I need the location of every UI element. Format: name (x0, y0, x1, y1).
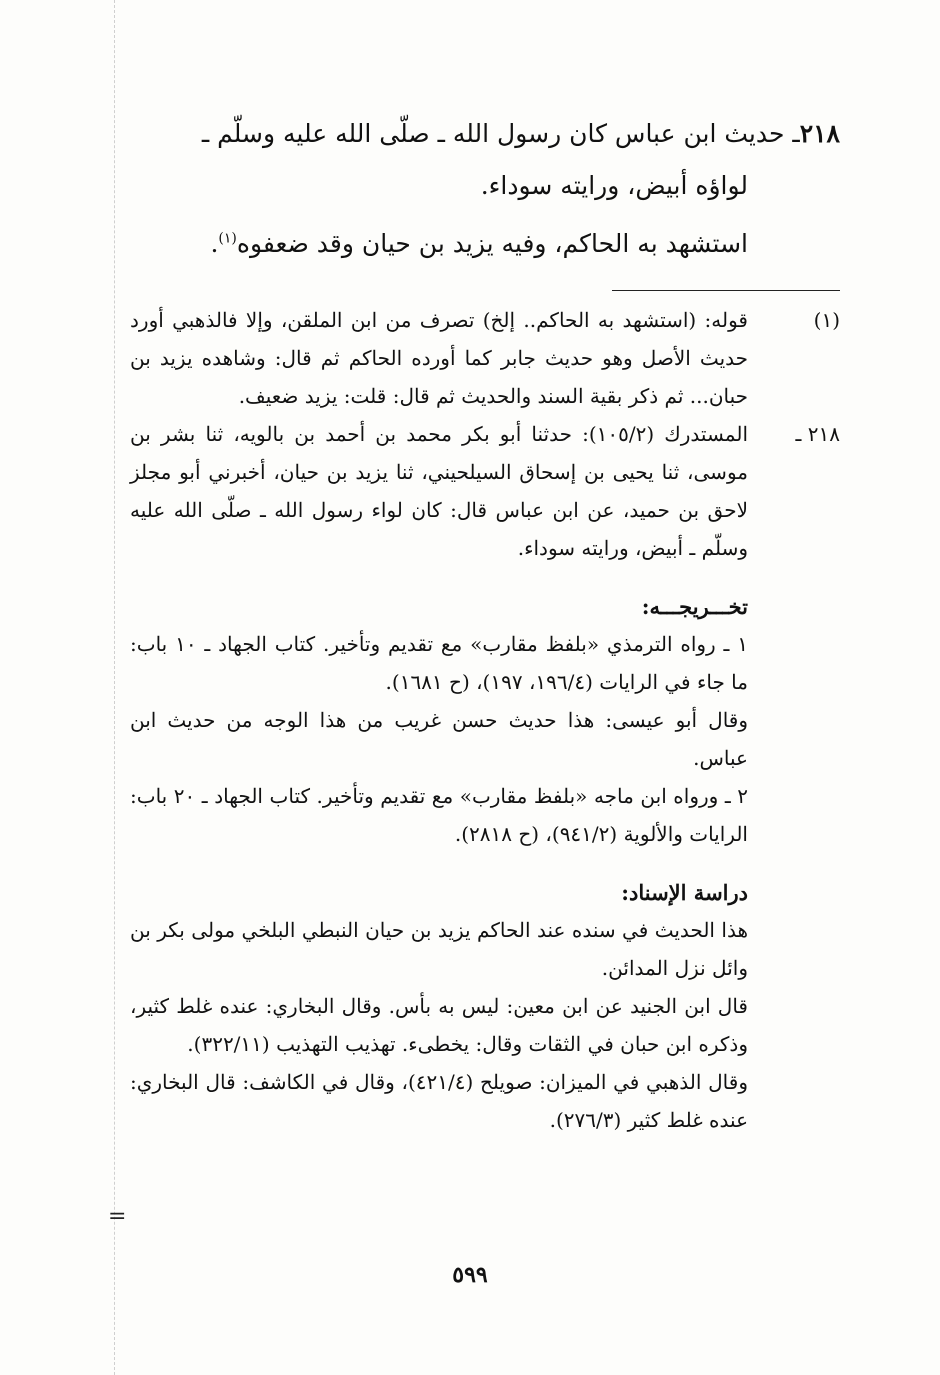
footnote-1-label: (١) (813, 308, 840, 332)
footnote-2 (130, 415, 840, 567)
hadith-text-line1: ـ حديث ابن عباس كان رسول الله ـ صلّى الله عليه وسلّم ـ (201, 119, 800, 148)
comment-text: استشهد به الحاكم، وفيه يزيد بن حيان وقد ضعفوه (236, 229, 748, 258)
takhrij-paragraph-1: ١ ـ رواه الترمذي «بلفظ مقارب» مع تقديم وتأخير. كتاب الجهاد ـ ١٠ باب: ما جاء في الرايات (١٩٦/٤، ١٩٧)، (ح ١٦٨١). (130, 632, 748, 694)
footnote-2-text: المستدرك (١٠٥/٢): حدثنا أبو بكر محمد بن أحمد بن بالويه، ثنا بشر بن موسى، ثنا يحيى بن إسحاق السيلحيني، ثنا يزيد بن حيان، أخبرني أبو مجلز لاحق بن حميد، عن ابن عباس قال: كان لواء رسول الله ـ صلّى الله عليه وسلّم ـ أبيض، ورايته سوداء. (130, 422, 749, 560)
takhrij-paragraph-3: ٢ ـ ورواه ابن ماجه «بلفظ مقارب» مع تقديم وتأخير. كتاب الجهاد ـ ٢٠ باب: الرايات والألوية (٩٤١/٢)، (ح ٢٨١٨). (130, 784, 748, 846)
footnote-1 (130, 301, 840, 415)
main-comment (130, 218, 840, 270)
page-number: ٥٩٩ (452, 1262, 488, 1288)
continuation-mark: = (108, 1204, 127, 1229)
page-content (130, 108, 840, 1139)
hadith-number: ٢١٨ (799, 119, 840, 148)
isnad-title: دراسة الإسناد: (621, 880, 748, 905)
footnote-2-label: ٢١٨ ـ (795, 422, 840, 446)
footnote-divider (612, 290, 840, 291)
takhrij-title: تخـــريجـــه: (641, 594, 748, 619)
footnote-ref: (١) (218, 230, 237, 247)
takhrij-paragraph-2: وقال أبو عيسى: هذا حديث حسن غريب من هذا الوجه من حديث ابن عباس. (130, 708, 748, 770)
footnote-1-text: قوله: (استشهد به الحاكم.. إلخ) تصرف من ابن الملقن، وإلا فالذهبي أورد حديث الأصل وهو حديث جابر كما أورده الحاكم ثم قال: وشاهده يزيد بن حبان... ثم ذكر بقية السند والحديث ثم قال: قلت: يزيد ضعيف. (130, 308, 748, 408)
isnad-paragraph-3: وقال الذهبي في الميزان: صويلح (٤٢١/٤)، وقال في الكاشف: قال البخاري: عنده غلط كثير (٢٧٦/٣). (130, 1070, 748, 1132)
scan-margin-line (114, 0, 115, 1375)
comment-end: . (210, 229, 219, 258)
isnad-paragraph-2: قال ابن الجنيد عن ابن معين: ليس به بأس. وقال البخاري: عنده غلط كثير، وذكره ابن حبان في الثقات وقال: يخطىء. تهذيب التهذيب (٣٢٢/١١). (130, 994, 748, 1056)
isnad-paragraph-1: هذا الحديث في سنده عند الحاكم يزيد بن حيان النبطي البلخي مولى بكر بن وائل نزل المدائن. (130, 918, 749, 980)
main-hadith (130, 108, 840, 212)
hadith-text-line2: لواؤه أبيض، ورايته سوداء. (480, 171, 748, 200)
